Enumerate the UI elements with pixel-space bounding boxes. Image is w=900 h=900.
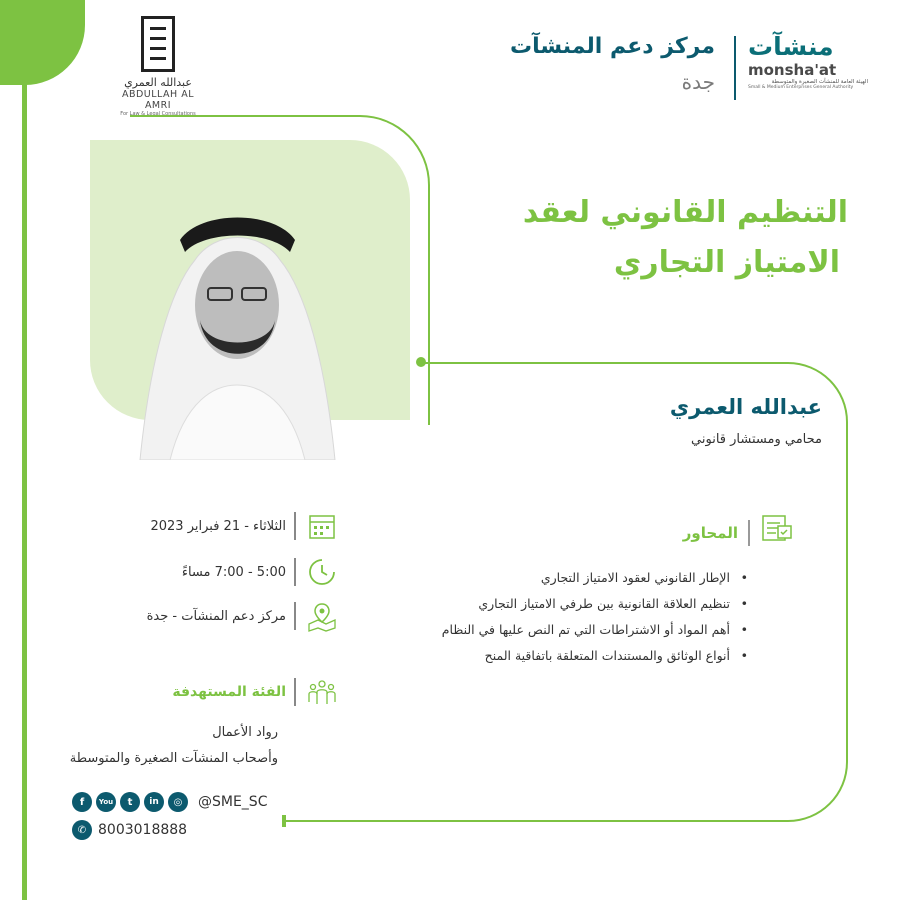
- phone-icon: ✆: [72, 820, 92, 840]
- partner-logo: [108, 16, 208, 117]
- list-item: • تنظيم العلاقة القانونية بين طرفي الامتياز التجاري: [308, 591, 748, 617]
- list-item: • الإطار القانوني لعقود الامتياز التجاري: [308, 565, 748, 591]
- center-title: مركز دعم المنشآت: [510, 34, 715, 59]
- brand-tagline-en: Small & Medium Enterprises General Authority: [748, 85, 854, 90]
- speaker-role: محامي ومستشار قانوني: [691, 432, 822, 447]
- separator: [294, 602, 296, 630]
- target-audience-heading: الفئة المستهدفة: [172, 684, 286, 700]
- frame-dot: [416, 357, 426, 367]
- partner-logo-mark: [141, 16, 175, 72]
- facebook-icon[interactable]: f: [72, 792, 92, 812]
- event-time: 5:00 - 7:00 مساءً: [181, 564, 286, 580]
- monshaat-logo: [748, 34, 868, 90]
- audience-line2: وأصحاب المنشآت الصغيرة والمتوسطة: [69, 751, 278, 766]
- partner-name-en: ABDULLAH AL AMRI: [121, 89, 195, 111]
- people-icon: [306, 676, 338, 708]
- event-title-line1: التنظيم القانوني لعقد: [522, 195, 848, 230]
- twitter-icon[interactable]: t: [120, 792, 140, 812]
- event-location-row: [147, 600, 338, 632]
- brand-name-en: monsha'at: [748, 61, 837, 79]
- partner-subtitle: For Law & Legal Consultations: [120, 111, 196, 117]
- brand-tagline-ar: الهيئة العامة للمنشآت الصغيرة والمتوسطة: [771, 79, 868, 85]
- target-audience-row: [172, 676, 338, 708]
- event-title-line2: الامتياز التجاري: [613, 245, 840, 280]
- frame-bottom-tick: [282, 815, 286, 827]
- topics-heading-text: المحاور: [682, 524, 738, 542]
- speaker-portrait: [110, 190, 360, 460]
- list-item: • أهم المواد أو الاشتراطات التي تم النص عليها في النظام: [308, 617, 748, 643]
- center-city: جدة: [681, 70, 715, 94]
- frame-bottom-line: [285, 820, 425, 822]
- topics-list: [308, 565, 748, 669]
- event-location: مركز دعم المنشآت - جدة: [146, 608, 286, 624]
- header-divider: [734, 36, 736, 100]
- partner-name-ar: عبدالله العمري: [124, 76, 192, 89]
- separator: [294, 678, 296, 706]
- instagram-icon[interactable]: ◎: [168, 792, 188, 812]
- topics-heading: [683, 520, 750, 546]
- event-title: [448, 188, 848, 288]
- checklist-icon: [760, 512, 794, 546]
- event-date-row: [150, 510, 338, 542]
- list-item: • أنواع الوثائق والمستندات المتعلقة باتفاقية المنح: [308, 643, 748, 669]
- linkedin-icon[interactable]: in: [144, 792, 164, 812]
- corner-accent-shape: [0, 0, 85, 85]
- separator: [294, 558, 296, 586]
- youtube-icon[interactable]: You: [96, 792, 116, 812]
- speaker-name: عبدالله العمري: [669, 395, 822, 419]
- brand-name-ar: منشآت: [748, 32, 834, 61]
- phone-row: [72, 820, 187, 840]
- event-time-row: [182, 556, 338, 588]
- phone-number[interactable]: 8003018888: [98, 822, 188, 838]
- clock-icon: [306, 556, 338, 588]
- left-accent-bar: [22, 0, 27, 900]
- separator: [294, 512, 296, 540]
- social-links: [72, 792, 267, 812]
- map-pin-icon: [306, 600, 338, 632]
- audience-line1: رواد الأعمال: [212, 725, 278, 740]
- event-date: الثلاثاء - 21 فبراير 2023: [150, 518, 286, 534]
- social-handle[interactable]: @SME_SC: [198, 794, 268, 810]
- target-audience-text: [70, 720, 278, 772]
- topics-separator: [748, 520, 750, 546]
- calendar-icon: [306, 510, 338, 542]
